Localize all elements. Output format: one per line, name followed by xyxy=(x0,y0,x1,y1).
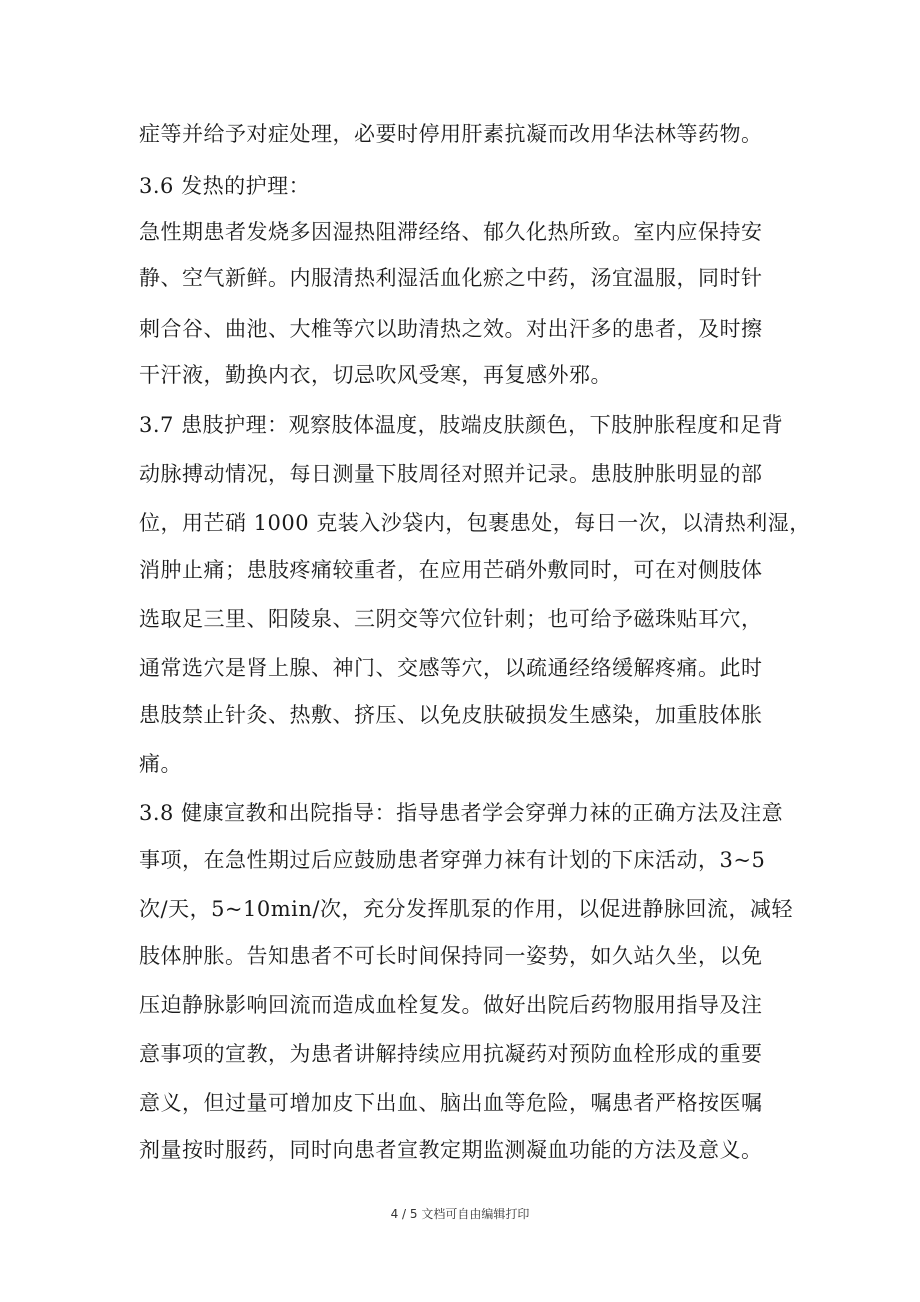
text-line: 干汗液，勤换内衣，切忌吹风受寒，再复感外邪。 xyxy=(139,363,612,387)
page-footer: 4 / 5 文档可自由编辑打印 xyxy=(390,1207,530,1221)
text-line: 意事项的宣教，为患者讲解持续应用抗凝药对预防血栓形成的重要 xyxy=(139,1042,763,1066)
text-line: 动脉搏动情况，每日测量下肢周径对照并记录。患肢肿胀明显的部 xyxy=(139,462,763,486)
text-line: 刺合谷、曲池、大椎等穴以助清热之效。对出汗多的患者，及时擦 xyxy=(139,317,763,341)
text-line: 剂量按时服药，同时向患者宣教定期监测凝血功能的方法及意义。 xyxy=(139,1138,763,1162)
text-line: 消肿止痛；患肢疼痛较重者，在应用芒硝外敷同时，可在对侧肢体 xyxy=(139,558,763,582)
text-line: 位，用芒硝 1000 克装入沙袋内，包裹患处，每日一次，以清热利湿， xyxy=(139,511,811,535)
text-line: 次/天，5~10min/次，充分发挥肌泵的作用，以促进静脉回流，减轻 xyxy=(139,897,793,921)
text-line: 痛。 xyxy=(139,752,182,776)
text-line: 患肢禁止针灸、热敷、挤压、以免皮肤破损发生感染，加重肢体胀 xyxy=(139,703,763,727)
text-line: 通常选穴是肾上腺、神门、交感等穴，以疏通经络缓解疼痛。此时 xyxy=(139,656,763,680)
text-line: 肢体肿胀。告知患者不可长时间保持同一姿势，如久站久坐，以免 xyxy=(139,944,763,968)
text-line: 静、空气新鲜。内服清热利湿活血化瘀之中药，汤宜温服，同时针 xyxy=(139,266,763,290)
text-line: 急性期患者发烧多因湿热阻滞经络、郁久化热所致。室内应保持安 xyxy=(139,220,763,244)
section-heading-3-8: 3.8 健康宣教和出院指导：指导患者学会穿弹力袜的正确方法及注意 xyxy=(139,801,784,825)
text-line: 选取足三里、阳陵泉、三阴交等穴位针刺；也可给予磁珠贴耳穴， xyxy=(139,607,763,631)
section-heading-3-7: 3.7 患肢护理：观察肢体温度，肢端皮肤颜色，下肢肿胀程度和足背 xyxy=(139,413,784,437)
section-heading-3-6: 3.6 发热的护理： xyxy=(139,174,311,198)
text-line: 事项，在急性期过后应鼓励患者穿弹力袜有计划的下床活动，3~5 xyxy=(139,848,766,872)
text-line: 症等并给予对症处理，必要时停用肝素抗凝而改用华法林等药物。 xyxy=(139,122,763,146)
text-line: 意义，但过量可增加皮下出血、脑出血等危险，嘱患者严格按医嘱 xyxy=(139,1091,763,1115)
text-line: 压迫静脉影响回流而造成血栓复发。做好出院后药物服用指导及注 xyxy=(139,993,763,1017)
